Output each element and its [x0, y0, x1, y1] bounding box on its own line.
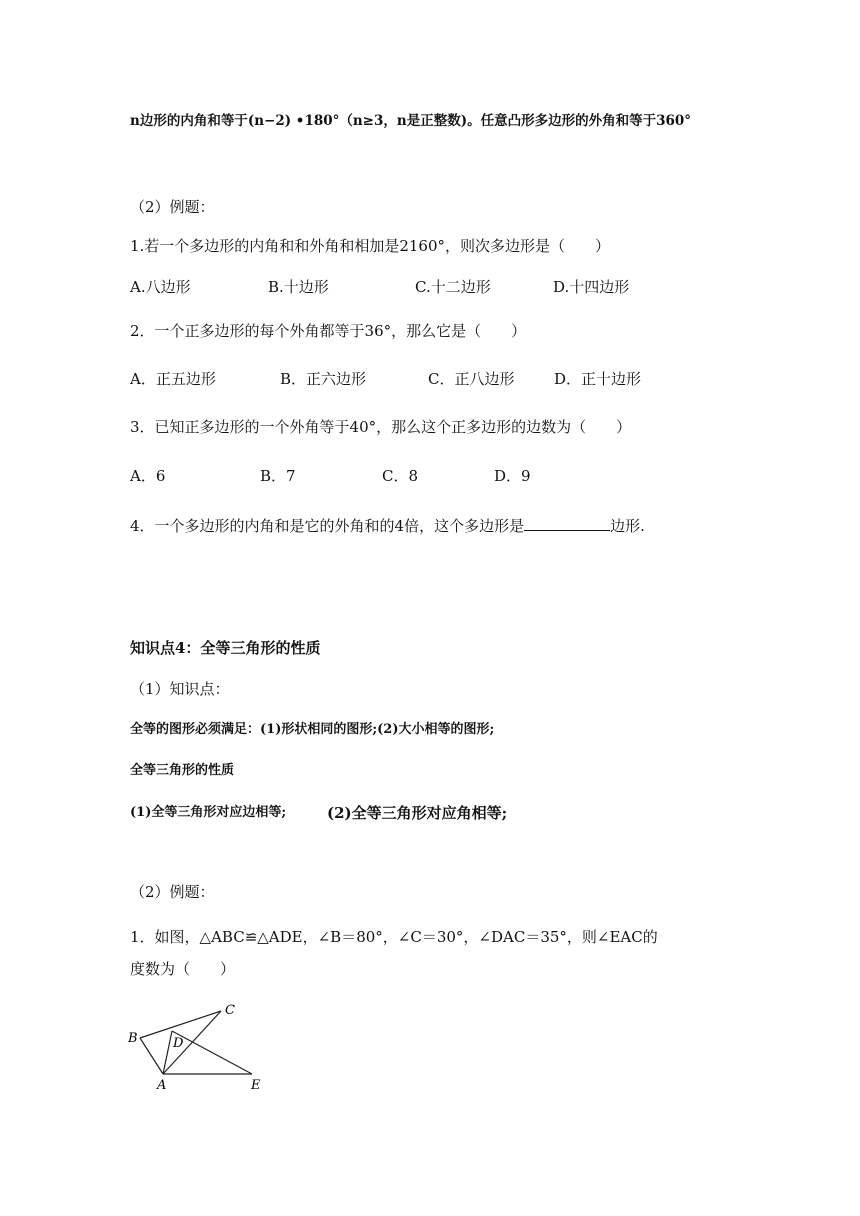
- question-4: [130, 516, 645, 536]
- question-1: 1.若一个多边形的内角和和外角和相加是2160°，则次多边形是（ ）: [130, 237, 610, 255]
- q4-text-before: 4．一个多边形的内角和是它的外角和的4倍，这个多边形是: [130, 517, 525, 535]
- segment-de: [172, 1031, 252, 1074]
- property-sides: (1)全等三角形对应边相等;: [130, 805, 287, 820]
- q2-option-c: C．正八边形: [428, 370, 515, 388]
- label-a: A: [157, 1078, 167, 1093]
- q3-option-c: C．8: [382, 467, 419, 485]
- question-congruence-1: 1．如图，△ABC≌△ADE，∠B＝80°，∠C＝30°，∠DAC＝35°，则∠EAC的: [130, 928, 658, 946]
- polygon-angle-formula: n边形的内角和等于(n−2) •180°（n≥3，n是正整数)。任意凸形多边形的外角和等于360°: [130, 113, 692, 129]
- congruent-triangle-properties-heading: 全等三角形的性质: [130, 763, 235, 778]
- q2-option-a: A．正五边形: [130, 370, 216, 388]
- q2-option-d: D．正十边形: [554, 370, 642, 388]
- label-b: B: [128, 1031, 138, 1046]
- q4-text-after: 边形.: [610, 517, 645, 535]
- examples-heading: （2）例题：: [130, 198, 215, 216]
- q1-option-b: B.十边形: [268, 278, 329, 296]
- examples-heading-2: （2）例题：: [130, 883, 215, 901]
- segment-ab: [140, 1038, 163, 1074]
- answer-blank[interactable]: [524, 516, 610, 531]
- label-d: D: [173, 1036, 184, 1051]
- congruence-conditions: 全等的图形必须满足：(1)形状相同的图形;(2)大小相等的图形;: [130, 722, 495, 737]
- q2-option-b: B．正六边形: [280, 370, 367, 388]
- knowledge-heading: （1）知识点：: [130, 680, 230, 698]
- triangle-figure: [124, 998, 274, 1094]
- q1-option-d: D.十四边形: [553, 278, 630, 296]
- property-angles: (2)全等三角形对应角相等;: [327, 804, 508, 822]
- q3-option-a: A．6: [130, 467, 166, 485]
- section-title: 知识点4：全等三角形的性质: [130, 639, 321, 657]
- question-2: 2．一个正多边形的每个外角都等于36°，那么它是（ ）: [130, 322, 527, 340]
- q3-option-d: D．9: [494, 467, 531, 485]
- label-c: C: [225, 1003, 235, 1018]
- question-3: 3．已知正多边形的一个外角等于40°，那么这个正多边形的边数为（ ）: [130, 418, 632, 436]
- q1-option-c: C.十二边形: [415, 278, 491, 296]
- q3-option-b: B．7: [260, 467, 296, 485]
- segment-ad: [163, 1031, 172, 1074]
- label-e: E: [251, 1078, 261, 1093]
- q1-option-a: A.八边形: [130, 278, 191, 296]
- question-congruence-1-cont: 度数为（ ）: [130, 960, 236, 978]
